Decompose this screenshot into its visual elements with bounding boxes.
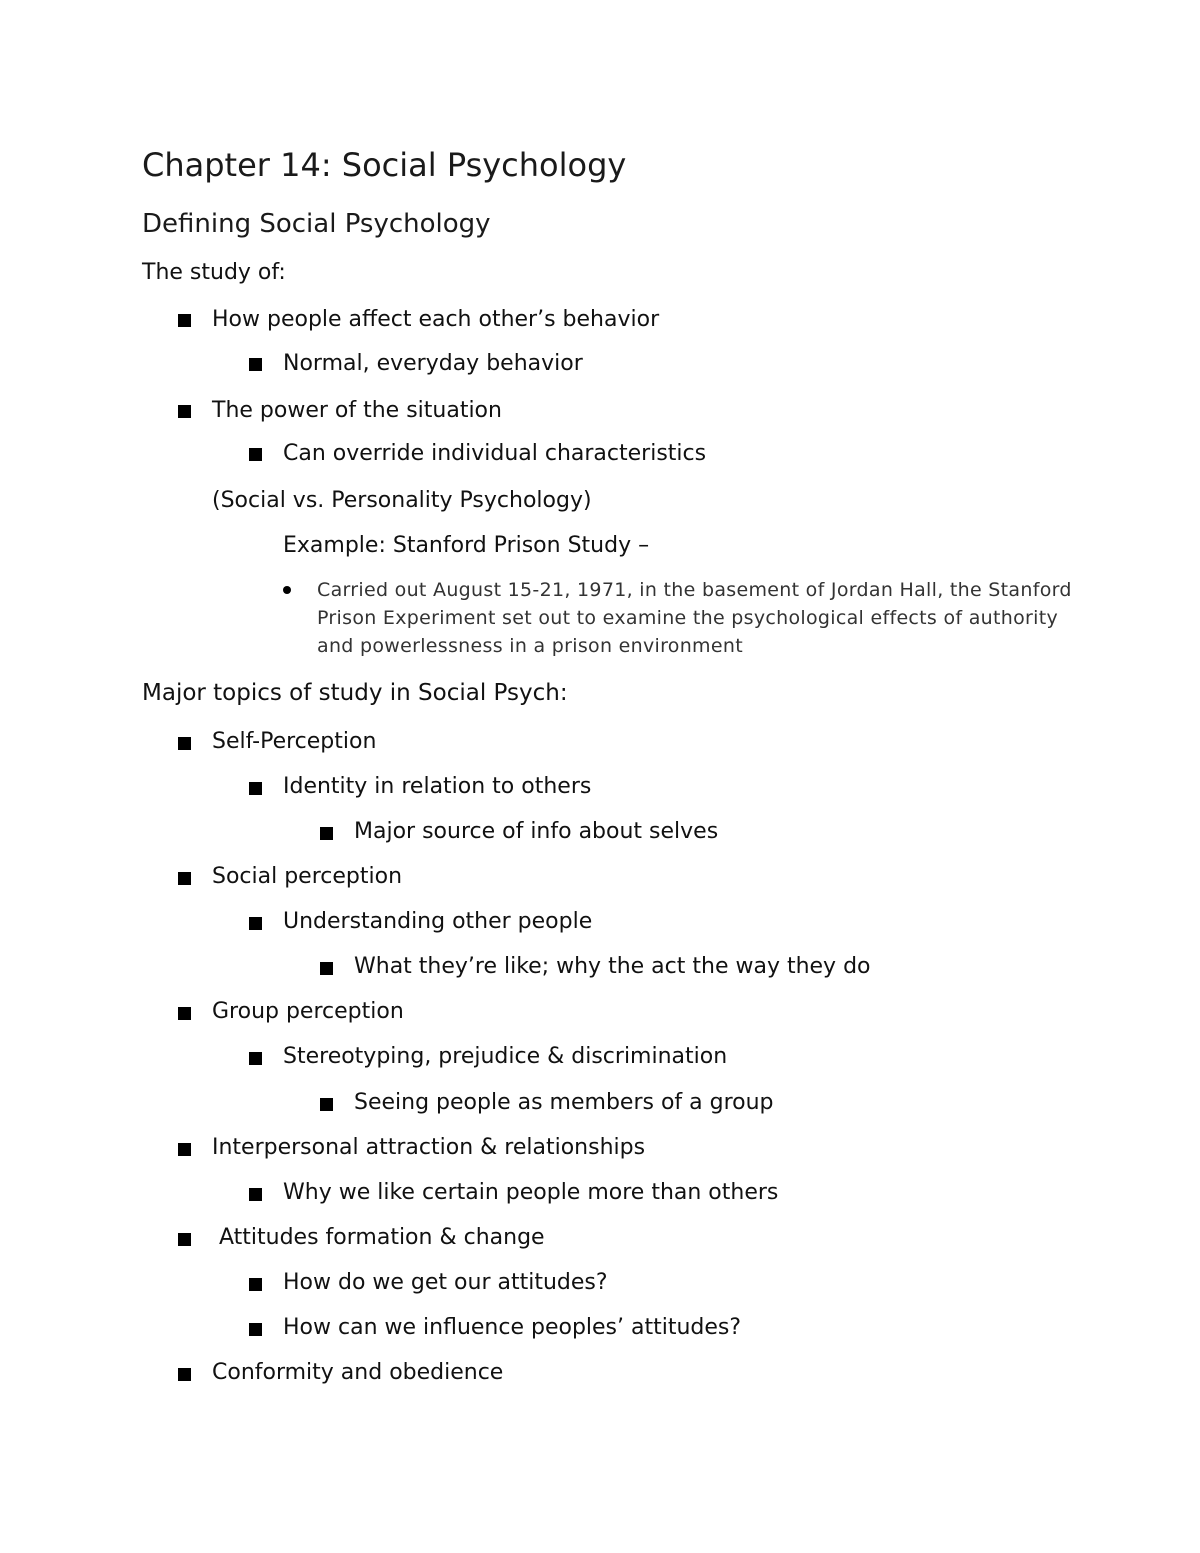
topic-item: Group perception <box>212 999 404 1024</box>
example-label: Example: Stanford Prison Study – <box>283 533 650 558</box>
example-description: Carried out August 15-21, 1971, in the basement of Jordan Hall, the Stanford Prison Experiment set out to examine the psychological effects of authority and powerlessness in a prison environment <box>317 579 1072 657</box>
round-bullet-icon <box>283 586 291 594</box>
square-bullet-icon <box>178 405 191 418</box>
topic-item: Self-Perception <box>212 729 377 754</box>
square-bullet-icon <box>249 358 262 371</box>
topic-item: Identity in relation to others <box>283 774 592 799</box>
square-bullet-icon <box>178 314 191 327</box>
square-bullet-icon <box>178 1143 191 1156</box>
topic-item: Social perception <box>212 864 403 889</box>
square-bullet-icon <box>320 1098 333 1111</box>
square-bullet-icon <box>178 1368 191 1381</box>
square-bullet-icon <box>249 1052 262 1065</box>
topic-item: What they’re like; why the act the way they do <box>354 954 871 979</box>
topics-heading: Major topics of study in Social Psych: <box>142 680 568 706</box>
topic-item: Attitudes formation & change <box>212 1225 545 1250</box>
chapter-title: Chapter 14: Social Psychology <box>142 146 627 184</box>
intro-text: The study of: <box>142 260 286 285</box>
square-bullet-icon <box>178 1233 191 1246</box>
square-bullet-icon <box>249 1278 262 1291</box>
topic-item: Interpersonal attraction & relationships <box>212 1135 646 1160</box>
topic-item: Conformity and obedience <box>212 1360 504 1385</box>
square-bullet-icon <box>178 1007 191 1020</box>
topic-item: Why we like certain people more than others <box>283 1180 779 1205</box>
list-item: Normal, everyday behavior <box>283 351 583 376</box>
square-bullet-icon <box>249 1188 262 1201</box>
topic-item: Stereotyping, prejudice & discrimination <box>283 1044 728 1069</box>
list-item: The power of the situation <box>212 398 502 423</box>
square-bullet-icon <box>178 872 191 885</box>
list-item: Can override individual characteristics <box>283 441 707 466</box>
square-bullet-icon <box>249 782 262 795</box>
topic-item: How do we get our attitudes? <box>283 1270 608 1295</box>
square-bullet-icon <box>178 737 191 750</box>
square-bullet-icon <box>249 917 262 930</box>
square-bullet-icon <box>320 827 333 840</box>
list-item: How people affect each other’s behavior <box>212 307 660 332</box>
topic-item: How can we influence peoples’ attitudes? <box>283 1315 742 1340</box>
comparison-note: (Social vs. Personality Psychology) <box>212 488 592 513</box>
topic-item: Seeing people as members of a group <box>354 1090 774 1115</box>
square-bullet-icon <box>249 448 262 461</box>
topic-item: Major source of info about selves <box>354 819 719 844</box>
square-bullet-icon <box>320 962 333 975</box>
section-heading: Defining Social Psychology <box>142 209 491 239</box>
square-bullet-icon <box>249 1323 262 1336</box>
topic-item: Understanding other people <box>283 909 593 934</box>
